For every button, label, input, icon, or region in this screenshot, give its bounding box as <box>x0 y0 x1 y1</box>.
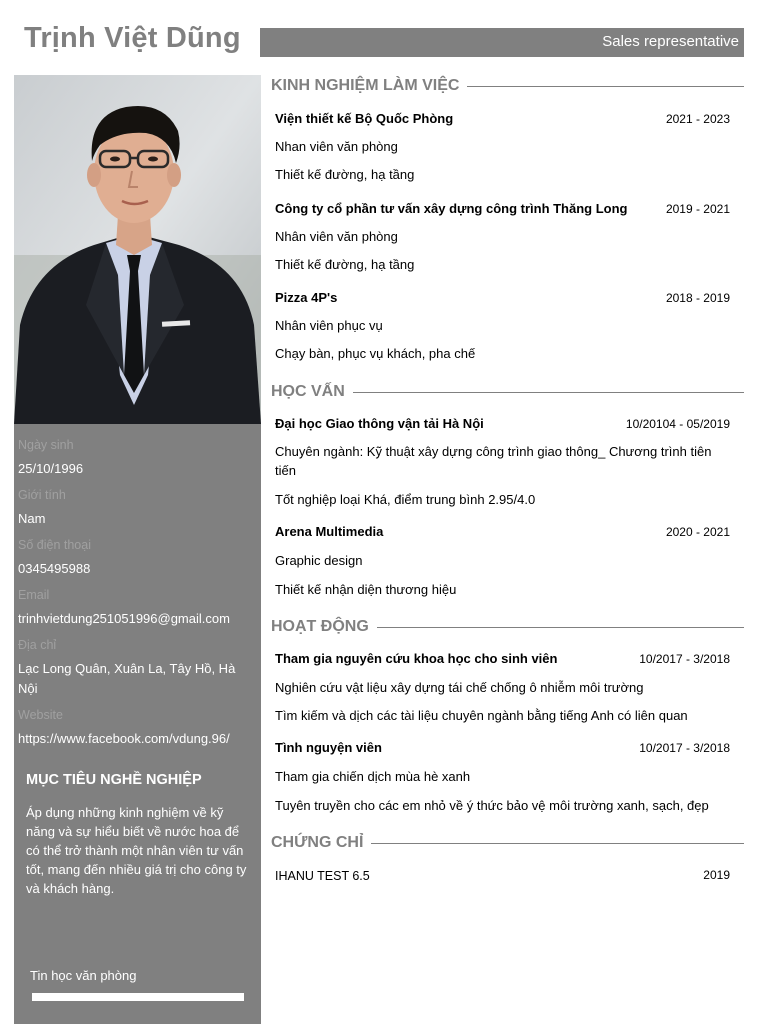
certificate-date: 2019 <box>703 868 730 882</box>
skill-name: Tin học văn phòng <box>30 968 137 983</box>
phone-label: Số điện thoại <box>18 538 91 552</box>
experience-org: Công ty cổ phần tư vấn xây dựng công trình Thăng Long <box>275 201 628 216</box>
activity-date: 10/2017 - 3/2018 <box>639 652 730 666</box>
activity-line: Tham gia chiến dịch mùa hè xanh <box>275 769 471 784</box>
experience-role: Nhân viên văn phòng <box>275 229 398 244</box>
activity-line: Tìm kiếm và dịch các tài liệu chuyên ngành bằng tiếng Anh có liên quan <box>275 708 688 723</box>
career-objective-text: Áp dụng những kinh nghiệm về kỹ năng và sự hiểu biết về nước hoa để có thể trở thành một nhân viên tư vấn tốt, mang đến nhiều giá trị cho công ty và khách hàng. <box>26 805 247 896</box>
phone-value: 0345495988 <box>18 561 91 576</box>
experience-date: 2021 - 2023 <box>665 112 730 126</box>
birthdate-value: 25/10/1996 <box>18 461 84 476</box>
education-heading <box>271 382 744 402</box>
address-value: Lạc Long Quân, Xuân La, Tây Hồ, Hà Nội <box>18 661 236 696</box>
address-label: Địa chỉ <box>18 638 57 652</box>
education-date: 2020 - 2021 <box>665 525 730 539</box>
experience-title: KINH NGHIỆM LÀM VIỆC <box>271 77 460 94</box>
experience-role: Nhân viên phục vụ <box>275 318 383 333</box>
activity-title: Tình nguyện viên <box>275 740 382 755</box>
education-date: 10/20104 - 05/2019 <box>625 417 730 431</box>
activities-title: HOẠT ĐỘNG <box>271 618 369 635</box>
experience-heading <box>271 76 744 96</box>
email-value: trinhvietdung251051996@gmail.com <box>18 611 230 626</box>
education-major: Graphic design <box>275 553 363 568</box>
skill-level-bar <box>32 993 244 1001</box>
experience-date: 2018 - 2019 <box>665 291 730 305</box>
email-label: Email <box>18 588 50 602</box>
gender-value: Nam <box>18 511 46 526</box>
sidebar <box>14 75 261 1024</box>
section-divider <box>467 86 744 87</box>
website-label: Website <box>18 708 63 722</box>
education-title: HỌC VẤN <box>271 383 345 400</box>
experience-org: Pizza 4P's <box>275 290 338 305</box>
education-org: Arena Multimedia <box>275 524 384 539</box>
experience-role: Nhan viên văn phòng <box>275 139 398 154</box>
activity-line: Nghiên cứu vật liệu xây dựng tái chế chống ô nhiễm môi trường <box>275 680 644 695</box>
section-divider <box>353 392 744 393</box>
activity-line: Tuyên truyền cho các em nhỏ về ý thức bảo vệ môi trường xanh, sạch, đẹp <box>275 798 709 813</box>
position-title: Sales representative <box>602 33 739 50</box>
experience-date: 2019 - 2021 <box>665 202 730 216</box>
certificates-heading <box>271 833 744 853</box>
activities-heading <box>271 617 744 637</box>
experience-desc: Thiết kế đường, hạ tầng <box>275 257 415 272</box>
profile-photo-illustration <box>14 75 261 424</box>
experience-desc: Chạy bàn, phục vụ khách, pha chế <box>275 346 476 361</box>
certificate-name: IHANU TEST 6.5 <box>275 869 370 883</box>
website-value: https://www.facebook.com/vdung.96/ <box>18 731 230 746</box>
skill-level-fill <box>32 993 244 1001</box>
education-desc: Tốt nghiệp loại Khá, điểm trung bình 2.95/4.0 <box>275 492 536 507</box>
birthdate-label: Ngày sinh <box>18 438 74 452</box>
experience-org: Viện thiết kế Bộ Quốc Phòng <box>275 111 454 126</box>
activity-date: 10/2017 - 3/2018 <box>639 741 730 755</box>
certificates-title: CHỨNG CHỈ <box>271 834 364 851</box>
section-divider <box>377 627 744 628</box>
position-bar <box>260 28 744 57</box>
activity-title: Tham gia nguyên cứu khoa học cho sinh viên <box>275 651 558 666</box>
full-name: Trịnh Việt Dũng <box>24 22 241 54</box>
education-org: Đại học Giao thông vận tải Hà Nội <box>275 416 484 431</box>
education-major: Chuyên ngành: Kỹ thuật xây dựng công trình giao thông_ Chương trình tiên tiến <box>275 444 712 478</box>
education-desc: Thiết kế nhận diện thương hiệu <box>275 582 457 597</box>
profile-photo <box>14 75 261 424</box>
section-divider <box>371 843 744 844</box>
experience-desc: Thiết kế đường, hạ tầng <box>275 167 415 182</box>
career-objective-title: MỤC TIÊU NGHỀ NGHIỆP <box>26 772 202 788</box>
gender-label: Giới tính <box>18 488 66 502</box>
